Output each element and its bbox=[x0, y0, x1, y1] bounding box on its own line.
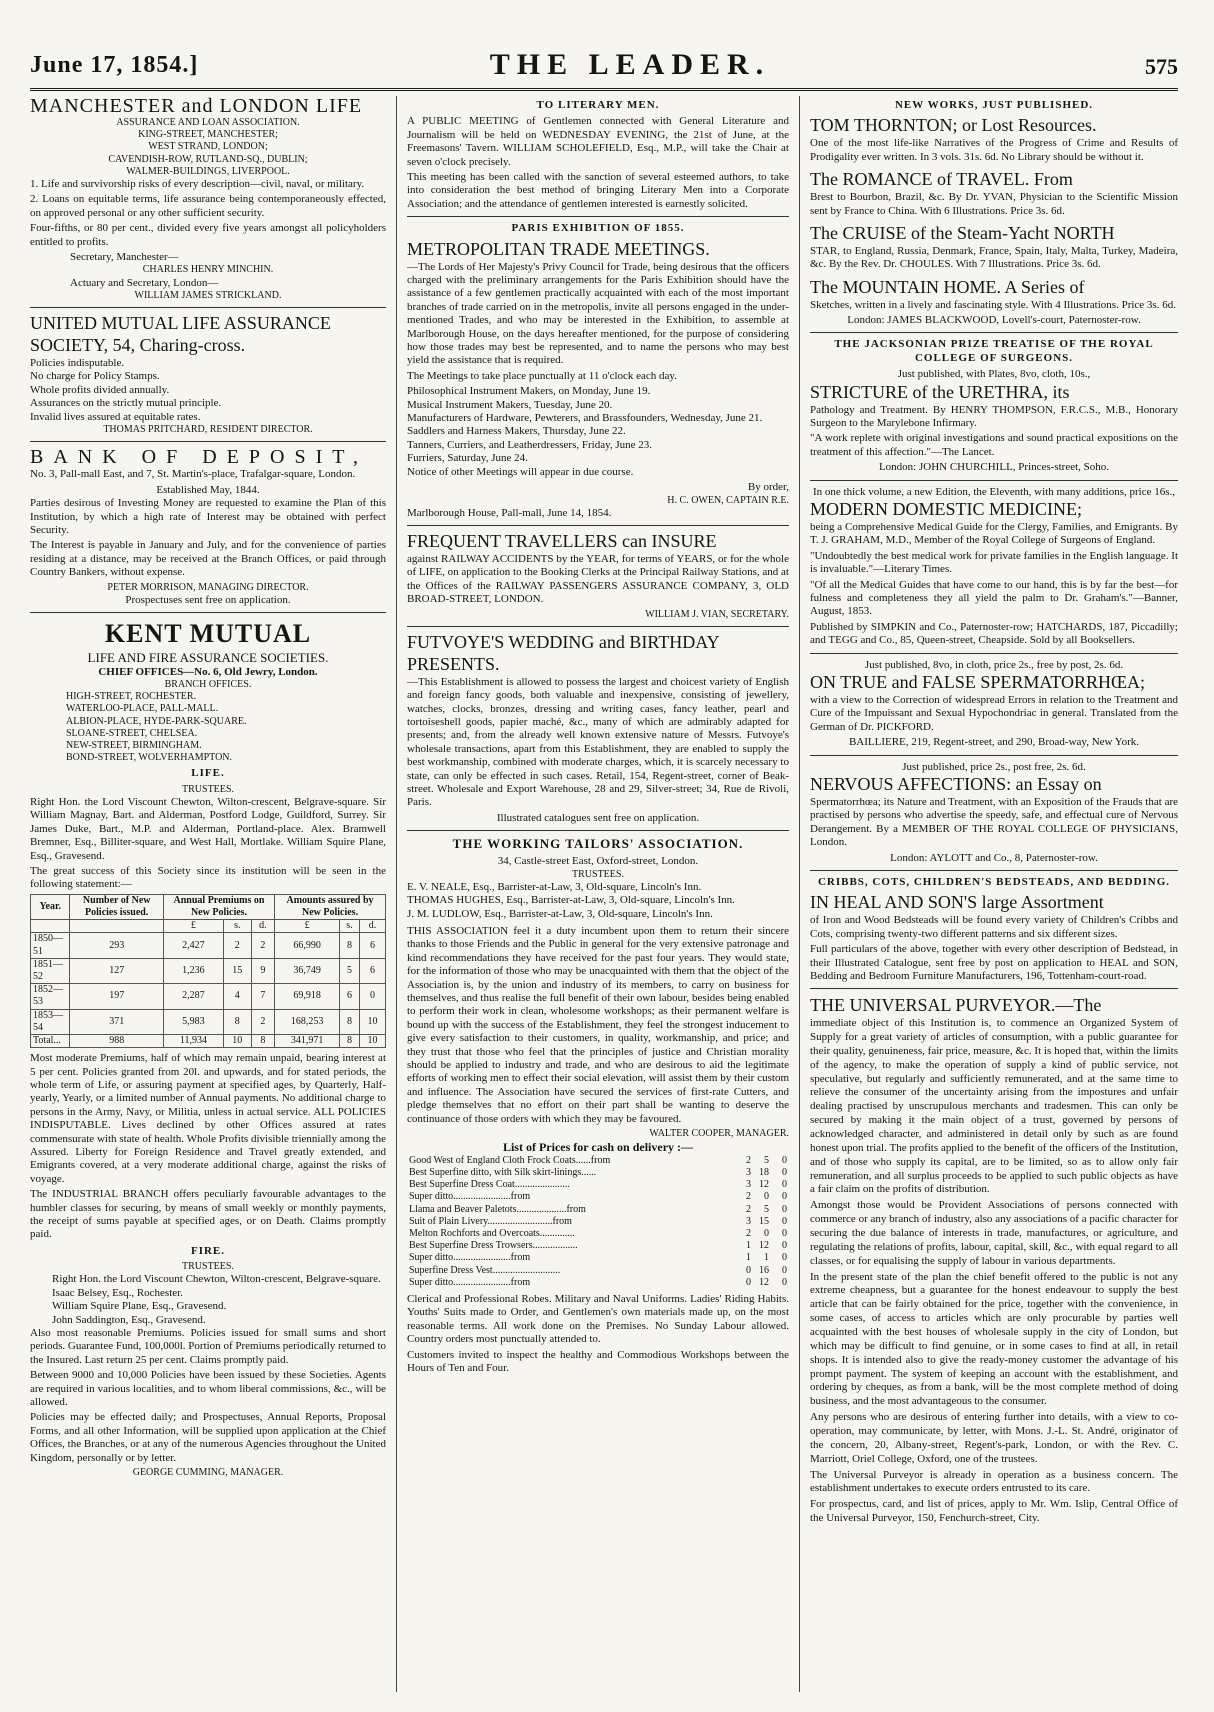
prospectus-note: Prospectuses sent free on application. bbox=[125, 593, 291, 606]
place-date: Marlborough House, Pall-mall, June 14, 1854. bbox=[407, 506, 612, 519]
table-cell: 69,918 bbox=[275, 984, 340, 1009]
address-line: WALMER-BUILDINGS, LIVERPOOL. bbox=[126, 165, 290, 177]
unit: d. bbox=[359, 920, 385, 933]
table-units-row bbox=[31, 920, 386, 933]
price-pounds: 3 bbox=[746, 1179, 751, 1191]
price-pence: 0 bbox=[782, 1215, 787, 1227]
trade-meeting: Saddlers and Harness Makers, Thursday, June 22. bbox=[407, 425, 626, 438]
paragraph: This meeting has been called with the sanction of several esteemed authors, to take into consideration the best method of bringing Literary Men into a Corporate Association; and the attendance of gentlemen interested is earnestly solicited. bbox=[407, 171, 789, 210]
signer: H. C. OWEN, CAPTAIN R.E. bbox=[667, 494, 789, 506]
table-cell: 197 bbox=[70, 984, 164, 1009]
ad-title: TOM THORNTON; or Lost Resources. bbox=[810, 115, 1097, 136]
paragraph: with a view to the Correction of widespread Errors in relation to the Treatment and Cure of the Impuissant and Sexual Hypochondriac in general. Translated from the German of Dr. PICKFORD. bbox=[810, 694, 1178, 733]
paragraph: being a Comprehensive Medical Guide for the Clergy, Families, and Emigrants. By T. J. GRAHAM, M.D., Member of the Royal College of Surgeons of England. bbox=[810, 521, 1178, 547]
price-pounds: 3 bbox=[746, 1167, 751, 1179]
price-pence: 0 bbox=[782, 1227, 787, 1239]
price-item: Superfine Dress Vest........................... bbox=[409, 1264, 561, 1276]
ad-heading: PARIS EXHIBITION OF 1855. bbox=[511, 222, 685, 235]
divider bbox=[30, 307, 386, 308]
paragraph: Spermatorrhœa; its Nature and Treatment, with an Exposition of the Frauds that are practised by persons who advertise the speedy, safe, and effectual cure of Nervous Derangement. By a MEMBER OF THE ROYAL COLLEGE OF PHYSICIANS, London. bbox=[810, 796, 1178, 849]
literary-men-ad bbox=[407, 99, 789, 211]
table-cell: 11,934 bbox=[163, 1034, 223, 1047]
ad-title: THE UNIVERSAL PURVEYOR.—The bbox=[810, 995, 1102, 1016]
table-cell: 2 bbox=[251, 933, 274, 958]
table-cell: 2 bbox=[223, 933, 251, 958]
price-item: Best Superfine Dress Trowsers.................. bbox=[409, 1240, 578, 1252]
branch-office: ALBION-PLACE, HYDE-PARK-SQUARE. bbox=[66, 715, 247, 727]
price-shillings: 5 bbox=[764, 1154, 769, 1166]
price-pounds: 2 bbox=[746, 1154, 751, 1166]
price-pounds: 0 bbox=[746, 1264, 751, 1276]
price-shillings: 0 bbox=[764, 1191, 769, 1203]
chief-offices: CHIEF OFFICES—No. 6, Old Jewry, London. bbox=[98, 665, 318, 678]
price-item: Super ditto.......................from bbox=[409, 1191, 531, 1203]
paragraph: The Universal Purveyor is already in operation as a business concern. The establishment undertakes to execute orders entrusted to its care. bbox=[810, 1468, 1178, 1495]
table-cell: 10 bbox=[223, 1034, 251, 1047]
paragraph: 1. Life and survivorship risks of every description—civil, naval, or military. bbox=[30, 177, 365, 190]
table-cell: 2,287 bbox=[163, 984, 223, 1009]
line: Whole profits divided annually. bbox=[30, 383, 170, 396]
address-line: CAVENDISH-ROW, RUTLAND-SQ., DUBLIN; bbox=[108, 153, 308, 165]
divider bbox=[810, 653, 1178, 654]
by-order: By order, bbox=[747, 481, 789, 494]
ad-heading: THE WORKING TAILORS' ASSOCIATION. bbox=[452, 836, 744, 852]
paragraph: immediate object of this Institution is, to commence an Organized System of Supply for a great variety of articles of consumption, with a public guarantee for their quality, genuineness, fair price, measure, &c. It is hoped that, within the limits of the agency, to make the operation of supply a kind of public service, not speculative, but regularly and sufficiently remunerated, and at the same time to relieve the consumer of the uncertainty arising from the impostures and unfair dealing practised by unscrupulous merchants and tradesmen. This can only be secured by making it the main object of a trust, governed by persons of acknowledged character, and administered in detail only by such as are found honest upon trial. The profits applied to the benefit of the officers of the Institution, and of those who supply its capital, are to be limited, so as to allow only fair remuneration, and all surplus proceeds to be applied to such public objects as have a fair claim on the profits of distribution. bbox=[810, 1017, 1178, 1196]
column-3 bbox=[810, 96, 1178, 1692]
price-row bbox=[407, 1155, 789, 1167]
table-cell: 1852—53 bbox=[31, 984, 70, 1009]
price-row bbox=[407, 1265, 789, 1277]
address: 34, Castle-street East, Oxford-street, London. bbox=[497, 855, 699, 868]
catalogue-note: Illustrated catalogues sent free on application. bbox=[496, 811, 700, 824]
established: Established May, 1844. bbox=[156, 483, 260, 496]
paragraph: The INDUSTRIAL BRANCH offers peculiarly favourable advantages to the humbler classes for securing, by means of small weekly or monthly payments, the receipt of sums payable at specified ages, or on Death. Claims promptly paid. bbox=[30, 1188, 386, 1241]
price-pence: 0 bbox=[782, 1252, 787, 1264]
branch-office: WATERLOO-PLACE, PALL-MALL. bbox=[66, 703, 219, 715]
paragraph: For prospectus, card, and list of prices, apply to Mr. Wm. Islip, Central Office of the Universal Purveyor, 150, Fenchurch-street, City. bbox=[810, 1498, 1178, 1525]
price-item: Best Superfine Dress Coat...................... bbox=[409, 1179, 570, 1191]
cruise-north-star-ad bbox=[810, 223, 1178, 272]
new-works-heading: NEW WORKS, JUST PUBLISHED. bbox=[894, 99, 1094, 111]
ad-title: MODERN DOMESTIC MEDICINE; bbox=[810, 499, 1082, 520]
column-1 bbox=[30, 96, 386, 1692]
price-pounds: 1 bbox=[746, 1252, 751, 1264]
spermatorrhoea-ad bbox=[810, 659, 1178, 750]
table-cell: 66,990 bbox=[275, 933, 340, 958]
paragraph: 2. Loans on equitable terms, life assurance being contemporaneously effected, on approved personal or any other sufficient security. bbox=[30, 193, 386, 219]
table-cell: 5,983 bbox=[163, 1009, 223, 1034]
ad-title: METROPOLITAN TRADE MEETINGS. bbox=[407, 238, 710, 259]
price-shillings: 0 bbox=[764, 1227, 769, 1239]
table-cell: 8 bbox=[340, 1034, 360, 1047]
ad-title: FREQUENT TRAVELLERS can INSURE bbox=[407, 531, 717, 552]
table-cell: 293 bbox=[70, 933, 164, 958]
paragraph: Most moderate Premiums, half of which may remain unpaid, bearing interest at 5 per cent. Policies granted from 20l. and upwards, and for stated periods, the whole term of Life, or assuring payment at specified ages, by Quarterly, Half-yearly, Yearly, or a limited number of Annual payments. No additional charge to persons in the Army, Navy, or Militia, unless in actual service. ALL POLICIES INDISPUTABLE. Lives declined by other Offices assured at rates commensurate with state of health. Whole Profits divisible triennially among the Assured. Liberty for Foreign Residence and Travel greatly extended, and Emigrants covered, at a very moderate additional charge, against the risks of voyage. bbox=[30, 1052, 386, 1185]
price-list bbox=[407, 1155, 789, 1289]
ad-title: IN HEAL AND SON'S large Assortment bbox=[810, 892, 1104, 913]
table-row bbox=[31, 933, 386, 958]
divider bbox=[810, 755, 1178, 756]
table-cell: 2 bbox=[251, 1009, 274, 1034]
table-header-row bbox=[31, 894, 386, 919]
trade-meeting: Philosophical Instrument Makers, on Monday, June 19. bbox=[407, 385, 651, 398]
branch-office: HIGH-STREET, ROCHESTER. bbox=[66, 691, 197, 703]
price-shillings: 18 bbox=[759, 1167, 769, 1179]
divider bbox=[810, 870, 1178, 871]
paragraph: Any persons who are desirous of entering further into details, with a view to co-operation, may communicate, by letter, with Mons. J.-L. St. André, originator of the concern, 20, Albany-street, Regent's-park, London, or with the Rev. C. Marriott, Oriel College, Oxford, one of the trustees. bbox=[810, 1411, 1178, 1465]
trustees-heading: TRUSTEES. bbox=[182, 783, 234, 795]
ad-title: The CRUISE of the Steam-Yacht NORTH bbox=[810, 222, 1115, 243]
ad-title: BANK OF DEPOSIT, bbox=[30, 446, 368, 469]
domestic-medicine-ad bbox=[810, 486, 1178, 648]
table-cell: 1,236 bbox=[163, 958, 223, 983]
divider bbox=[407, 830, 789, 831]
paragraph: Parties desirous of Investing Money are requested to examine the Plan of this Institution, by which a high rate of Interest may be obtained with perfect Security. bbox=[30, 497, 386, 536]
paragraph: Customers invited to inspect the healthy and Commodious Workshops between the Hours of Ten and Four. bbox=[407, 1348, 789, 1374]
divider bbox=[810, 332, 1178, 333]
trustee-name: J. M. LUDLOW, Esq., Barrister-at-Law, 3, Old-square, Lincoln's Inn. bbox=[407, 907, 713, 920]
ad-title: STRICTURE of the URETHRA, its bbox=[810, 381, 1070, 402]
secretary: WILLIAM J. VIAN, SECRETARY. bbox=[645, 608, 789, 620]
paragraph: Brest to Bourbon, Brazil, &c. By Dr. YVAN, Physician to the Scientific Mission sent by France to China. With 6 Illustrations. Price 3s. 6d. bbox=[810, 191, 1178, 217]
publisher: London: JOHN CHURCHILL, Princes-street, Soho. bbox=[878, 461, 1110, 474]
table-cell: 8 bbox=[223, 1009, 251, 1034]
table-cell: 6 bbox=[340, 984, 360, 1009]
paragraph: of Iron and Wood Bedsteads will be found every variety of Children's Cribbs and Cots, comprising twenty-two different patterns and six different sizes. bbox=[810, 914, 1178, 940]
paragraph: Sketches, written in a lively and fascinating style. With 4 Illustrations. Price 3s. 6d. bbox=[810, 298, 1176, 311]
trade-meeting: Tanners, Curriers, and Leatherdressers, Friday, June 23. bbox=[407, 438, 653, 451]
table-cell: 371 bbox=[70, 1009, 164, 1034]
price-pounds: 2 bbox=[746, 1227, 751, 1239]
price-pounds: 3 bbox=[746, 1215, 751, 1227]
unit: £ bbox=[163, 920, 223, 933]
publisher: Published by SIMPKIN and Co., Paternoster-row; HATCHARDS, 187, Piccadilly; and TEGG and Co., 85, Queen-street, Cheapside. Sold by all Booksellers. bbox=[810, 620, 1178, 647]
paragraph: Clerical and Professional Robes. Military and Naval Uniforms. Ladies' Riding Habits. Youths' Suits made to Order, and Gentlemen's own materials made up, on the most reasonable terms. All work done on the Premises. No Sunday Labour allowed. Country orders most punctually attended to. bbox=[407, 1292, 789, 1346]
price-pence: 0 bbox=[782, 1191, 787, 1203]
address-line: WEST STRAND, LONDON; bbox=[148, 141, 268, 153]
actuary-name: WILLIAM JAMES STRICKLAND. bbox=[134, 289, 282, 301]
table-cell: 6 bbox=[359, 958, 385, 983]
trade-meeting: Musical Instrument Makers, Tuesday, June 20. bbox=[407, 398, 613, 411]
price-item: Good West of England Cloth Frock Coats......from bbox=[409, 1154, 611, 1166]
ad-title: ON TRUE and FALSE SPERMATORRHŒA; bbox=[810, 672, 1146, 693]
column-2 bbox=[407, 96, 789, 1692]
director: THOMAS PRITCHARD, RESIDENT DIRECTOR. bbox=[103, 424, 313, 436]
table-total-row bbox=[31, 1034, 386, 1047]
paris-exhibition-ad bbox=[407, 222, 789, 520]
ad-title: NERVOUS AFFECTIONS: an Essay on bbox=[810, 774, 1102, 795]
paragraph: Pathology and Treatment. By HENRY THOMPSON, F.R.C.S., M.B., Honorary Surgeon to the Marylebone Infirmary. bbox=[810, 403, 1178, 430]
branch-office: SLOANE-STREET, CHELSEA. bbox=[66, 727, 198, 739]
price-pounds: 1 bbox=[746, 1240, 751, 1252]
nervous-affections-ad bbox=[810, 761, 1178, 865]
ad-title: MANCHESTER and LONDON LIFE bbox=[30, 96, 363, 117]
trustees-heading: TRUSTEES. bbox=[572, 868, 624, 880]
ad-title: FUTVOYE'S WEDDING and BIRTHDAY PRESENTS. bbox=[407, 631, 719, 674]
price-pence: 0 bbox=[782, 1276, 787, 1288]
ad-heading: CRIBBS, COTS, CHILDREN'S BEDSTEADS, AND BEDDING. bbox=[817, 876, 1171, 889]
trustee-name: Right Hon. the Lord Viscount Chewton, Wilton-crescent, Belgrave-square. bbox=[52, 1273, 381, 1286]
paragraph: Amongst those would be Provident Associations of persons connected with commerce or any branch of industry, also any associations of a pacific character for securing the due balance of interests in trade, manufactures, or agriculture, and regulating the relations of profits, labour, capital, skill, &c., with equal regard to all classes, or for equalising the supply of labour in various departments. bbox=[810, 1199, 1178, 1267]
unit: d. bbox=[251, 920, 274, 933]
paragraph: Between 9000 and 10,000 Policies have been issued by these Societies. Agents are required in various localities, and to whom liberal commissions, &c., will be allowed. bbox=[30, 1369, 386, 1409]
table-cell: 341,971 bbox=[275, 1034, 340, 1047]
manager: GEORGE CUMMING, MANAGER. bbox=[132, 1467, 284, 1479]
trustee-name: William Squire Plane, Esq., Gravesend. bbox=[52, 1300, 227, 1313]
futvoye-ad bbox=[407, 632, 789, 825]
price-row bbox=[407, 1216, 789, 1228]
paragraph: —This Establishment is allowed to possess the largest and choicest variety of English and foreign fancy goods, both valuable and inexpensive, consisting of jewellery, watches, clocks, bronzes, dressing and writing cases, fancy leather, pearl and tortoiseshell goods, papier maché, &c., many of which are admirably adapted for presents; and, from the already well known extensive nature of Messrs. Futvoye's wholesale transactions, apart from this Establishment, they are enabled to supply the best workmanship, combined with moderate charges, which, it is scarcely necessary to state, can only be effected in such cases. Retail, 154, Regent-street, corner of Beak-street. Wholesale and Export Warehouse, 28 and 29, Silver-street; 34, Rue de Rivoli, Paris. bbox=[407, 675, 789, 809]
branch-heading: BRANCH OFFICES. bbox=[164, 679, 252, 691]
table-row bbox=[31, 984, 386, 1009]
masthead bbox=[30, 48, 1178, 86]
table-cell: 9 bbox=[251, 958, 274, 983]
table-cell: 10 bbox=[359, 1034, 385, 1047]
ad-subtitle: ASSURANCE AND LOAN ASSOCIATION. bbox=[116, 117, 300, 128]
table-header: Annual Premiums on New Policies. bbox=[163, 894, 274, 919]
line: Policies indisputable. bbox=[30, 357, 125, 370]
edition-note: In one thick volume, a new Edition, the Eleventh, with many additions, price 16s., bbox=[812, 485, 1175, 498]
page-number: 575 bbox=[1145, 54, 1178, 79]
divider bbox=[30, 441, 386, 442]
paragraph: In the present state of the plan the chief benefit offered to the public is not any extreme cheapness, but a guarantee for the honest endeavour to supply the best article that can be fairly obtained for the price, together with the convenience, in some cases, of access to articles which are only procurable by parties well acquainted with the best houses of wholesale supply in the city of London, but which may be difficult to find genuine, or in some cases to find at all, in retail shops. It is intended also to give the ready-money customer the advantage of his prompt payment. The system of keeping an account with the establishment, and ordering by cheques, as from a bank, will be the most complete method of doing business, and the most advantageous to the consumer. bbox=[810, 1270, 1178, 1408]
publisher: London: JAMES BLACKWOOD, Lovell's-court, Paternoster-row. bbox=[847, 314, 1141, 327]
trustee-list: Right Hon. the Lord Viscount Chewton, Wilton-crescent, Belgrave-square. Sir William Magnay, Bart. and Alderman, Postford Lodge, Guildford, Surrey. Sir James Duke, Bart., M.P. and Alderman, Portland-place. Alex. Bramwell Bremner, Esq., Billiter-square, and West Hall, Mortlake. William Squire Plane, Esq., Gravesend. bbox=[30, 796, 386, 862]
table-cell: 0 bbox=[359, 984, 385, 1009]
price-row bbox=[407, 1240, 789, 1252]
paragraph: Four-fifths, or 80 per cent., divided every five years amongst all policyholders entitled to profits. bbox=[30, 222, 386, 248]
column-divider bbox=[396, 96, 397, 1692]
price-item: Suit of Plain Livery..........................from bbox=[409, 1215, 572, 1227]
jacksonian-prize-ad bbox=[810, 338, 1178, 474]
table-cell: 988 bbox=[70, 1034, 164, 1047]
table-cell: 5 bbox=[340, 958, 360, 983]
manchester-london-life-ad bbox=[30, 96, 386, 302]
manager: WALTER COOPER, MANAGER. bbox=[649, 1128, 789, 1140]
newspaper-title: THE LEADER. bbox=[489, 48, 771, 81]
romance-of-travel-ad bbox=[810, 169, 1178, 218]
trustee-name: E. V. NEALE, Esq., Barrister-at-Law, 3, Old-square, Lincoln's Inn. bbox=[407, 880, 702, 893]
divider bbox=[810, 480, 1178, 481]
ad-title: The ROMANCE of TRAVEL. From bbox=[810, 169, 1073, 190]
table-row bbox=[31, 958, 386, 983]
ad-heading: THE JACKSONIAN PRIZE TREATISE OF THE ROYAL COLLEGE OF SURGEONS. bbox=[834, 338, 1154, 364]
table-row bbox=[31, 1009, 386, 1034]
tom-thornton-ad bbox=[810, 115, 1178, 164]
section-heading-fire: FIRE. bbox=[190, 1244, 226, 1257]
heal-and-son-ad bbox=[810, 876, 1178, 983]
price-row bbox=[407, 1179, 789, 1191]
ad-heading: TO LITERARY MEN. bbox=[536, 99, 660, 111]
address-line: KING-STREET, MANCHESTER; bbox=[138, 129, 278, 141]
ad-title: The MOUNTAIN HOME. A Series of bbox=[810, 276, 1085, 297]
mountain-home-ad bbox=[810, 277, 1178, 328]
table-cell: 1853—54 bbox=[31, 1009, 70, 1034]
line: Assurances on the strictly mutual principle. bbox=[30, 397, 222, 410]
trade-meeting: Furriers, Saturday, June 24. bbox=[407, 452, 528, 465]
review-quote: "Of all the Medical Guides that have come to our hand, this is by far the best—for fulness and completeness they all yield the palm to Dr. Graham's."—Banner, August, 1853. bbox=[810, 578, 1178, 618]
paragraph: Also most reasonable Premiums. Policies issued for small sums and short periods. Guarantee Fund, 100,000l. Portion of Premiums periodically returned to the Insured. Last return 25 per cent. Claims promptly paid. bbox=[30, 1327, 386, 1366]
paragraph: —The Lords of Her Majesty's Privy Council for Trade, being desirous that the officers charged with the preliminary arrangements for the Paris Exhibition should have the assistance of a few gentlemen practically acquainted with each of the most important branches of trade carried on in the metropolis, invite all persons engaged in the under-mentioned Trades, and who may be interested in the Exhibition, to assemble at Marlborough House, on the days hereafter mentioned, for the purpose of considering how those trades may best be represented, and to name the persons who may best yield the assistance that is required. bbox=[407, 260, 789, 367]
price-pence: 0 bbox=[782, 1203, 787, 1215]
price-row bbox=[407, 1252, 789, 1264]
price-shillings: 12 bbox=[759, 1179, 769, 1191]
price-item: Melton Rochforts and Overcoats.............. bbox=[409, 1227, 575, 1239]
trustee-name: John Saddington, Esq., Gravesend. bbox=[52, 1313, 206, 1326]
divider bbox=[407, 626, 789, 627]
branch-office: NEW-STREET, BIRMINGHAM. bbox=[66, 740, 202, 752]
divider bbox=[810, 988, 1178, 989]
paragraph: THIS ASSOCIATION feel it a duty incumbent upon them to return their sincere thanks to those Friends and the Public in general for the very extensive patronage and kind recommendations they have received for the past four years. They would state, for the information of those who may be unacquainted with them that the object of the Association is, by the union and industry of its members, to carry on business for themselves, and thus realise the full benefit of their own labour, besides being enabled to perform their work in clean, wholesome workshops; as their permanent welfare is bound up with the success of the Establishment, they feel the strongest inducement to give every satisfaction to their customers, in quality, workmanship, and price; and they trust that those who feel that the principles of justice and Christian morality should be applied to industry and trade, and who are desirous to aid the legitimate efforts of working men to effect their social elevation, will assist them by their custom and influence. The Association have secured the services of first-rate Cutters, and pledge themselves that no effort on their part shall be wanting to deserve the continuance of those orders with which they may be favoured. bbox=[407, 924, 789, 1125]
paragraph: The Interest is payable in January and July, and for the convenience of parties residing at a distance, may be received at the Branch Offices, or paid through Country Bankers, without expense. bbox=[30, 539, 386, 579]
table-cell: 1851—52 bbox=[31, 958, 70, 983]
table-cell: 10 bbox=[359, 1009, 385, 1034]
trustee-name: Isaac Belsey, Esq., Rochester. bbox=[52, 1286, 183, 1299]
trustee-name: THOMAS HUGHES, Esq., Barrister-at-Law, 3, Old-square, Lincoln's Inn. bbox=[407, 894, 735, 907]
publisher: London: AYLOTT and Co., 8, Paternoster-row. bbox=[890, 851, 1098, 864]
divider bbox=[30, 612, 386, 613]
table-cell: 4 bbox=[223, 984, 251, 1009]
masthead-rule bbox=[30, 88, 1178, 91]
price-shillings: 16 bbox=[759, 1264, 769, 1276]
price-pence: 0 bbox=[782, 1264, 787, 1276]
table-cell: 2,427 bbox=[163, 933, 223, 958]
bank-of-deposit-ad bbox=[30, 447, 386, 607]
table-cell: 7 bbox=[251, 984, 274, 1009]
table-header: Year. bbox=[31, 894, 70, 919]
price-item: Super ditto.......................from bbox=[409, 1276, 531, 1288]
price-row bbox=[407, 1191, 789, 1203]
kent-mutual-ad bbox=[30, 618, 386, 1479]
table-cell: 8 bbox=[340, 1009, 360, 1034]
address: No. 3, Pall-mall East, and 7, St. Martin's-place, Trafalgar-square, London. bbox=[30, 468, 356, 481]
price-pounds: 0 bbox=[746, 1276, 751, 1288]
secretary-label: Secretary, Manchester— bbox=[70, 250, 179, 263]
price-pence: 0 bbox=[782, 1154, 787, 1166]
price-row bbox=[407, 1228, 789, 1240]
unit: s. bbox=[223, 920, 251, 933]
divider bbox=[407, 525, 789, 526]
price-row bbox=[407, 1277, 789, 1289]
paragraph: Policies may be effected daily; and Prospectuses, Annual Reports, Proposal Forms, and all other Information, will be supplied upon application at the Chief Offices, the Branches, or at any of the numerous Agencies throughout the United Kingdom, personally or by letter. bbox=[30, 1411, 386, 1464]
paragraph: against RAILWAY ACCIDENTS by the YEAR, for terms of YEARS, or for the whole of LIFE, on application to the Booking Clerks at the Principal Railway Stations, and at the Offices of the RAILWAY PASSENGERS ASSURANCE COMPANY, 3, OLD BROAD-STREET, LONDON. bbox=[407, 553, 789, 606]
unit: s. bbox=[340, 920, 360, 933]
table-cell: 6 bbox=[359, 933, 385, 958]
table-cell: 36,749 bbox=[275, 958, 340, 983]
table-cell: 168,253 bbox=[275, 1009, 340, 1034]
price-shillings: 5 bbox=[764, 1203, 769, 1215]
price-pounds: 2 bbox=[746, 1203, 751, 1215]
price-item: Super ditto.......................from bbox=[409, 1252, 531, 1264]
trade-meeting: Manufacturers of Hardware, Pewterers, and Brassfounders, Wednesday, June 21. bbox=[407, 412, 763, 425]
line: No charge for Policy Stamps. bbox=[30, 370, 160, 383]
publication-note: Just published, with Plates, 8vo, cloth, 10s., bbox=[897, 368, 1091, 381]
table-cell: Total... bbox=[31, 1034, 70, 1047]
actuary-label: Actuary and Secretary, London— bbox=[70, 276, 219, 289]
table-header: Number of New Policies issued. bbox=[70, 894, 164, 919]
table-cell: 8 bbox=[251, 1034, 274, 1047]
price-pence: 0 bbox=[782, 1240, 787, 1252]
branch-office: BOND-STREET, WOLVERHAMPTON. bbox=[66, 752, 233, 764]
paragraph: The Meetings to take place punctually at 11 o'clock each day. bbox=[407, 369, 677, 382]
success-note: The great success of this Society since its institution will be seen in the following statement:— bbox=[30, 865, 386, 891]
paragraph: Full particulars of the above, together with every other description of Bedstead, in their Illustrated Catalogue, sent free by post on application to HEAL and SON, Bedding and Bedroom Furniture Manufacturers, 196, Tottenham-court-road. bbox=[810, 943, 1178, 983]
table-cell: 1850—51 bbox=[31, 933, 70, 958]
publisher: BAILLIERE, 219, Regent-street, and 290, Broad-way, New York. bbox=[848, 736, 1140, 749]
price-item: Llama and Beaver Paletots....................from bbox=[409, 1203, 586, 1215]
price-pounds: 2 bbox=[746, 1191, 751, 1203]
table-cell: 15 bbox=[223, 958, 251, 983]
paragraph: One of the most life-like Narratives of the Progress of Crime and Results of Prodigality ever written. In 3 vols. 31s. 6d. No Library should be without it. bbox=[810, 137, 1178, 163]
price-item: Best Superfine ditto, with Silk skirt-linings...... bbox=[409, 1167, 597, 1179]
table-header: Amounts assured by New Policies. bbox=[275, 894, 386, 919]
price-shillings: 15 bbox=[759, 1215, 769, 1227]
paragraph: STAR, to England, Russia, Denmark, France, Spain, Italy, Malta, Turkey, Madeira, &c. By the Rev. Dr. CHOULES. With 7 Illustrations. Price 3s. 6d. bbox=[810, 244, 1178, 271]
united-mutual-ad bbox=[30, 313, 386, 436]
universal-purveyor-ad bbox=[810, 994, 1178, 1526]
secretary-name: CHARLES HENRY MINCHIN. bbox=[142, 264, 274, 276]
ad-title: UNITED MUTUAL LIFE ASSURANCE SOCIETY, 54, Charing-cross. bbox=[30, 313, 331, 356]
working-tailors-ad bbox=[407, 836, 789, 1375]
price-row bbox=[407, 1204, 789, 1216]
unit: £ bbox=[275, 920, 340, 933]
publication-note: Just published, price 2s., post free, 2s. 6d. bbox=[902, 760, 1086, 773]
line: Invalid lives assured at equitable rates. bbox=[30, 410, 201, 423]
price-shillings: 1 bbox=[764, 1252, 769, 1264]
price-pence: 0 bbox=[782, 1179, 787, 1191]
railway-passengers-ad bbox=[407, 531, 789, 621]
section-heading-life: LIFE. bbox=[191, 767, 225, 780]
price-pence: 0 bbox=[782, 1167, 787, 1179]
policies-table bbox=[30, 894, 386, 1048]
price-row bbox=[407, 1167, 789, 1179]
price-shillings: 12 bbox=[759, 1240, 769, 1252]
paragraph: A PUBLIC MEETING of Gentlemen connected with General Literature and Journalism will be held on WEDNESDAY EVENING, the 21st of June, at the Freemasons' Tavern. WILLIAM SCHOLEFIELD, Esq., M.P., will take the Chair at seven o'clock precisely. bbox=[407, 115, 789, 168]
divider bbox=[407, 216, 789, 217]
review-quote: "A work replete with original investigations and sound practical expositions on the treatment of this affection."—The Lancet. bbox=[810, 432, 1178, 458]
publication-note: Just published, 8vo, in cloth, price 2s., free by post, 2s. 6d. bbox=[864, 658, 1124, 671]
price-shillings: 12 bbox=[759, 1276, 769, 1288]
prices-heading: List of Prices for cash on delivery :— bbox=[502, 1140, 694, 1155]
column-divider bbox=[799, 96, 800, 1692]
paragraph: Notice of other Meetings will appear in due course. bbox=[407, 465, 634, 478]
director: PETER MORRISON, MANAGING DIRECTOR. bbox=[107, 581, 309, 593]
ad-subtitle: LIFE AND FIRE ASSURANCE SOCIETIES. bbox=[87, 649, 329, 665]
issue-date: June 17, 1854.] bbox=[30, 52, 199, 78]
ad-title: KENT MUTUAL bbox=[104, 619, 312, 649]
trustees-heading: TRUSTEES. bbox=[182, 1261, 234, 1273]
review-quote: "Undoubtedly the best medical work for private families in the English language. It is invaluable."—Literary Times. bbox=[810, 549, 1178, 576]
table-cell: 8 bbox=[340, 933, 360, 958]
table-cell: 127 bbox=[70, 958, 164, 983]
